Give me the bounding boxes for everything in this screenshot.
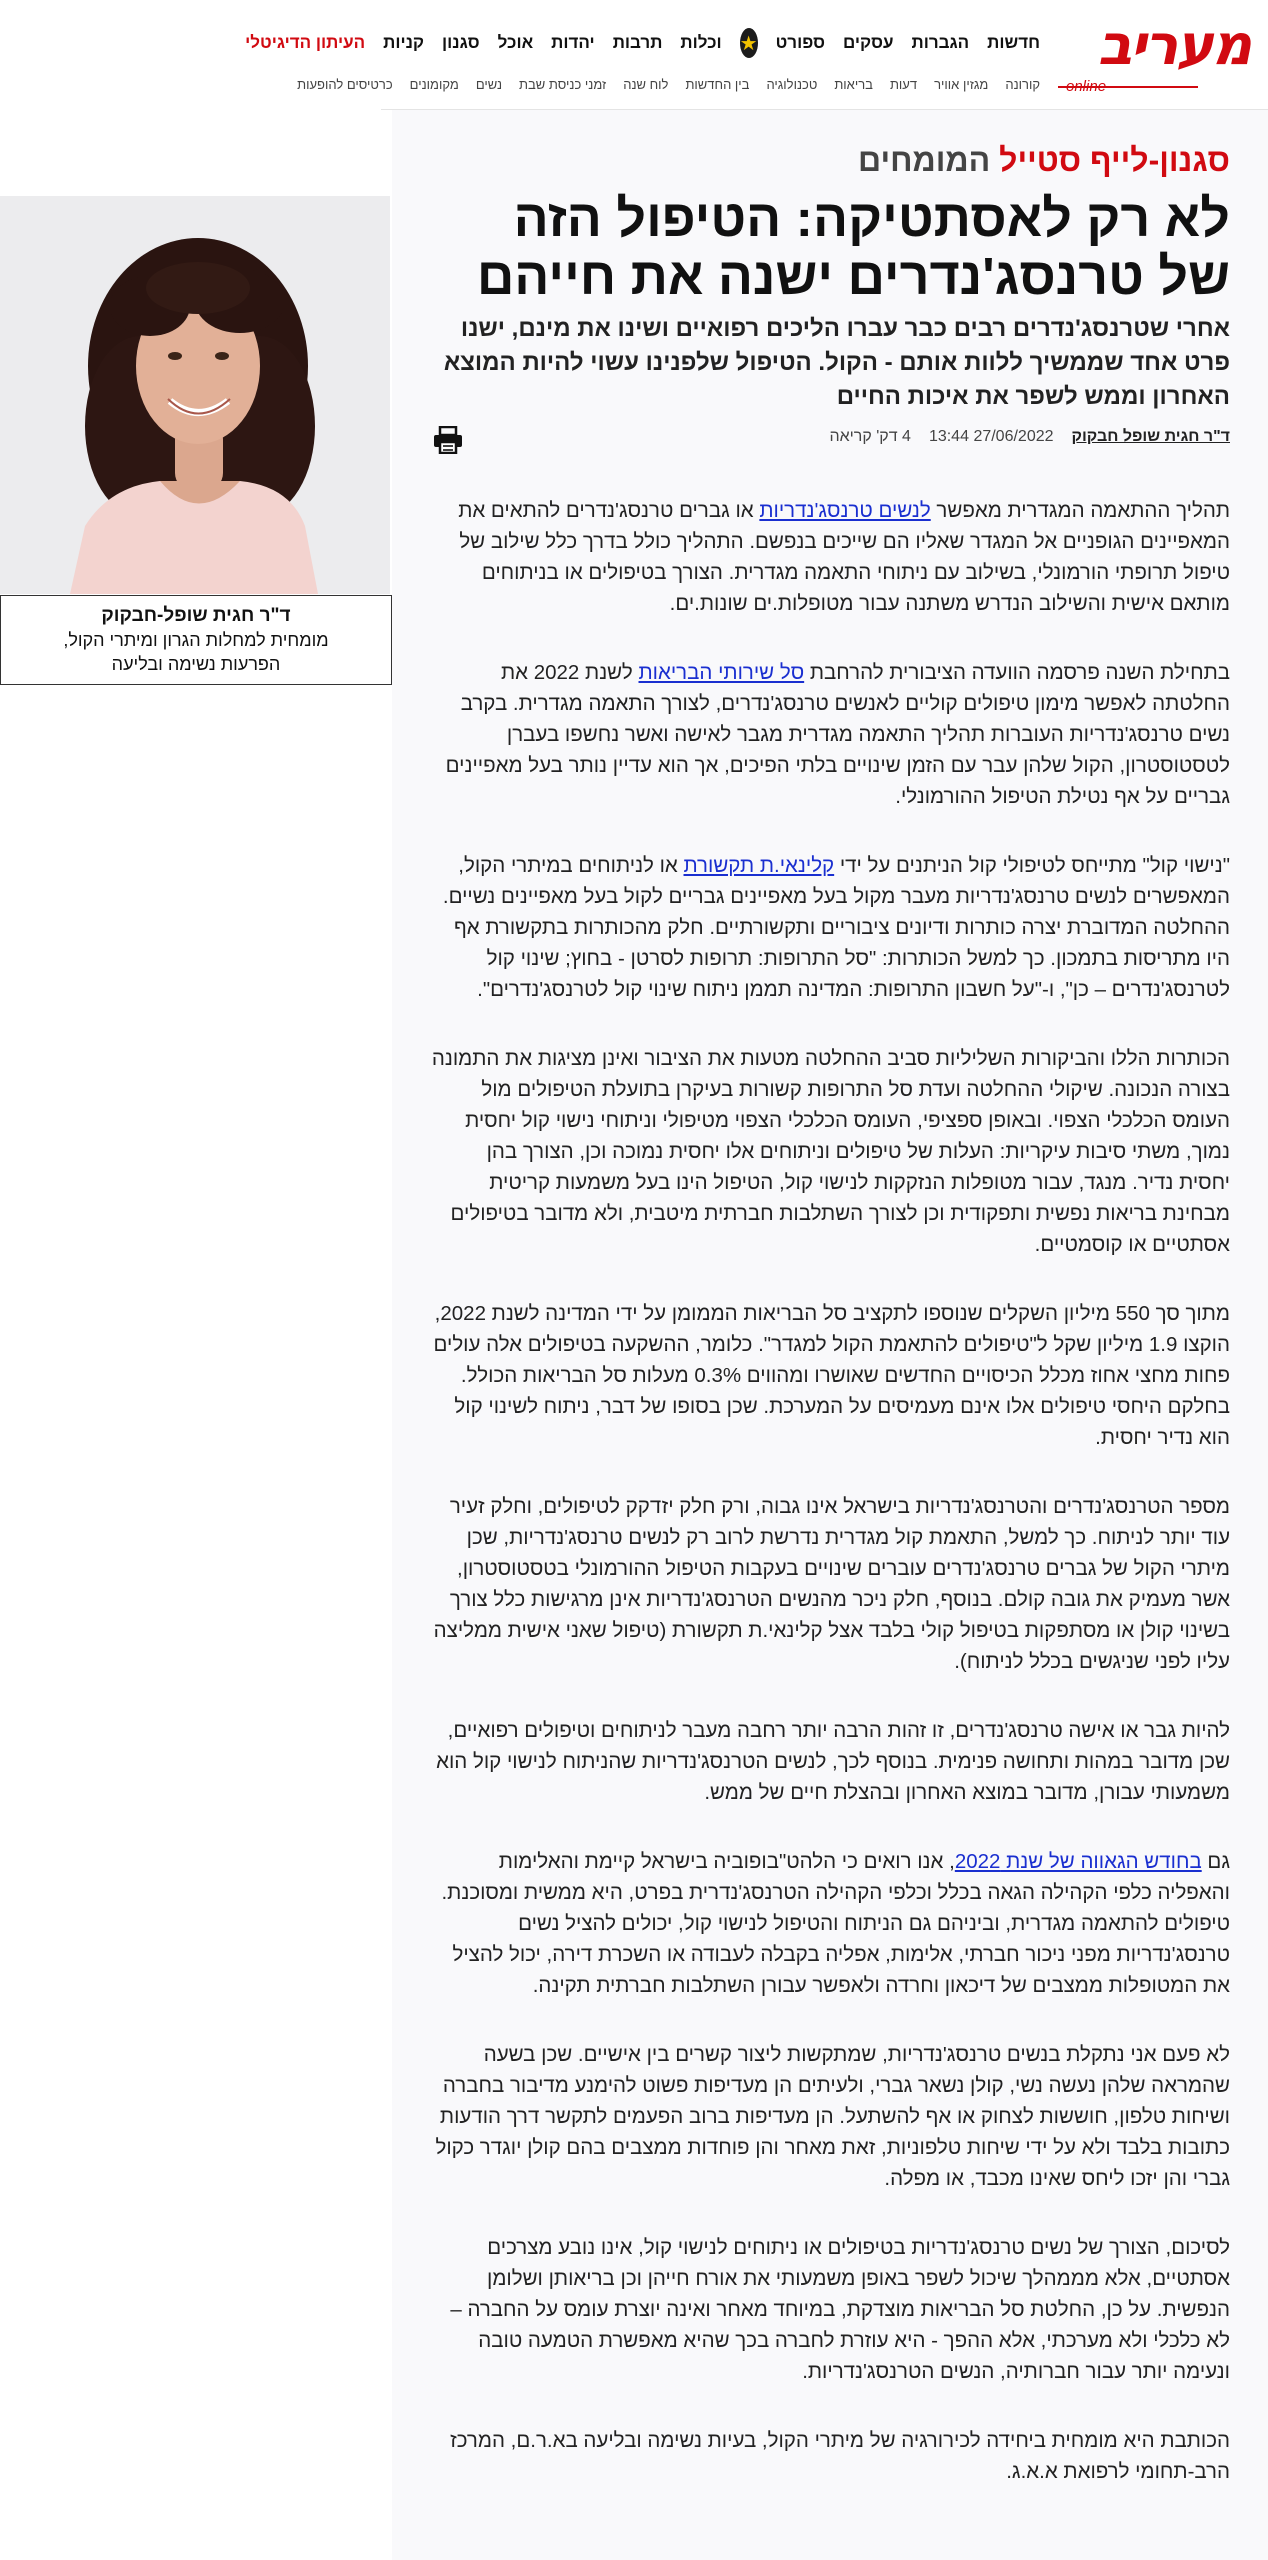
nav-primary-item[interactable]: עסקים — [843, 33, 894, 52]
paragraph-text: לסיכום, הצורך של נשים טרנסג'נדריות בטיפולים או ניתוחים לנישוי קול, אינו נובע מצרכים אסתטיים, אלא מממהלך שיכול לשפר באופן משמעותי את אורח חייהן וכן בריאותן ושלומן הנפשית. על כן, החלטת סל הבריאות מוצדקת, במיוחד מאחר ואינה יוצרת עומס על החברה – לא כלכלי ולא מערכתי, אלא ההפך - היא עוזרת לחברה בכך שהיא מאפשרת הטמעה טובה ונעימה יותר עבור חברותיה, הנשים הטרנסג'נדריות. — [450, 2236, 1230, 2383]
paragraph-text: מספר הטרנסג'נדרים והטרנסג'נדריות בישראל אינו גבוה, ורק חלק יזדקק לטיפולים, וחלק זעיר עוד יותר לניתוח. כך למשל, התאמת קול מגדרית נדרשת לרוב רק לנשים טרנסג'נדריות, שכן מיתרי הקול של גברים טרנסג'נדרים עוברים שינויים בעקבות הטיפול ההורמונלי בטסטוסטרון, אשר מעמיק את גובה קולם. בנוסף, חלק ניכר מהנשים הטרנסג'נדריות אינן מרגישות כלל צורך בשינוי קולן או מסתפקות בטיפול קולי בלבד אצל קלינאי.ת תקשורת (טיפול שאני אישית ממליצה עליו לפני שניגשים בכלל לניתוח). — [433, 1495, 1230, 1673]
paragraph-text: בתחילת השנה פרסמה הוועדה הציבורית להרחבת — [804, 661, 1230, 684]
logo-text: מעריב — [1097, 13, 1250, 78]
article-paragraph — [430, 2039, 1230, 2194]
nav-secondary-item[interactable]: טכנולוגיה — [766, 76, 818, 92]
nav-primary-item[interactable]: תרבות — [612, 33, 663, 52]
print-icon[interactable] — [432, 426, 464, 454]
article-byline — [430, 424, 1230, 450]
article-body — [430, 495, 1230, 2525]
maariv-logo[interactable] — [1058, 13, 1258, 96]
nav-primary-item[interactable]: סגנון — [442, 33, 480, 52]
nav-secondary-item[interactable]: מקומונים — [409, 76, 459, 92]
article-paragraph — [430, 850, 1230, 1005]
article-paragraph — [430, 495, 1230, 619]
nav-primary-item[interactable]: ספורט — [775, 33, 825, 52]
article-subheadline: אחרי שטרנסג'נדרים רבים כבר עברו הליכים רפואיים ושינו את מינם, ישנו פרט אחד שממשיך ללוות אותם - הקול. הטיפול שלפנינו עשוי להיות המוצא האחרון וממש לשפר את איכות החיים — [443, 315, 1230, 410]
inline-link[interactable]: סל שירותי הבריאות — [638, 661, 805, 684]
paragraph-text: גם — [1201, 1850, 1230, 1873]
inline-link[interactable]: קלינאי.ת תקשורת — [683, 854, 835, 877]
nav-primary-item[interactable]: קניות — [383, 33, 425, 52]
paragraph-text: לא פעם אני נתקלת בנשים טרנסג'נדריות, שמתקשות ליצור קשרים בין אישיים. שכן בשעה שהמראה שלהן נעשה נשי, קולן נשאר גברי, ולעיתים הן מעדיפות פשוט להימנע מדיבור בחברה ושיחות טלפון, חוששות לצחוק או אף להשתעל. הן מעדיפות ברוב הפעמים לתקשר דרך הודעות כתובות בלבד ולא על ידי שיחות טלפוניות, זאת מאחר והן פוחדות ממצבים בהם קולן יוגדר כקול גברי והן יזכו ליחס שאינו מכבד, או מפלה. — [435, 2043, 1230, 2190]
article-paragraph — [430, 1043, 1230, 1260]
nav-primary-item[interactable]: הגברות — [911, 33, 970, 52]
article-paragraph — [430, 1846, 1230, 2001]
author-caption — [0, 595, 392, 685]
paragraph-text: להיות גבר או אישה טרנסג'נדרים, זו זהות הרבה יותר רחבה מעבר לניתוחים וטיפולים רפואיים, שכן מדובר במהות ותחושה פנימית. בנוסף לכך, לנשים הטרנסג'נדריות שהניתוח לנישוי קול הוא משמעותי עבורן, מדובר במוצא האחרון ובהצלת חיים של ממש. — [436, 1719, 1230, 1804]
logo-sub: online — [1066, 78, 1107, 95]
byline-date: 27/06/2022 13:44 — [928, 428, 1054, 445]
inline-link[interactable]: לנשים טרנסג'נדריות — [759, 499, 931, 522]
paragraph-text: הכותבת היא מומחית ביחידה לכירורגיה של מיתרי הקול, בעיות נשימה ובליעה בא.ר.ם, המרכז הרב-תחומי לרפואת א.א.ג. — [450, 2429, 1230, 2483]
paragraph-text: או לניתוחים במיתרי הקול, המאפשרים לנשים טרנסג'נדריות מעבר מקול בעל מאפיינים גבריים לקול בעל מאפיינים נשיים. ההחלטה המדוברת יצרה כותרות ודיונים ציבוריים ותקשורתיים. חלק מהכותרות בתקשורת אף היו מתריסות בתמכון. כך למשל הכותרות: "סל התרופות: תרופות לסרטן - בחוץ; שינוי קול לטרנסג'נדרים – כן", ו-"על חשבון התרופות: המדינה תממן ניתוח שינוי קול לטרנסג'נדרים". — [442, 854, 1230, 1001]
byline-author-link[interactable]: ד"ר חגית שופל חבקוק — [1071, 428, 1230, 445]
nav-secondary-item[interactable]: נשים — [475, 76, 503, 92]
article-paragraph — [430, 2232, 1230, 2387]
nav-primary-item[interactable]: חדשות — [987, 33, 1040, 52]
paragraph-text: "נישוי קול" מתייחס לטיפולי קול הניתנים על ידי — [834, 854, 1230, 877]
nav-secondary-item[interactable]: זמני כניסת שבת — [519, 76, 607, 92]
article-paragraph — [430, 2425, 1230, 2487]
star-icon[interactable]: ★ — [740, 28, 758, 58]
secondary-nav — [297, 72, 1040, 96]
article-kicker — [430, 138, 1230, 182]
byline-read-time: 4 דק' קריאה — [829, 428, 911, 445]
nav-secondary-item[interactable]: קורונה — [1005, 76, 1040, 92]
article — [392, 110, 1268, 2560]
paragraph-text: מתוך סך 550 מיליון השקלים שנוספו לתקציב סל הבריאות הממומן על ידי המדינה לשנת 2022, הוקצו 1.9 מיליון שקל ל"טיפולים להתאמת הקול למגדר". כלומר, ההשקעה בטיפולים אלה עולים פחות מחצי אחוז מכלל הכיסויים החדשים שאושרו ומהווים 0.3% מעלות סל הבריאות הכולל. בחלקם היחסי טיפולים אלו אינם מעמיסים על המערכת. שכן בסופו של דבר, ניתוח לשינוי קול הוא נדיר יחסית. — [433, 1302, 1230, 1449]
article-paragraph — [430, 1298, 1230, 1453]
paragraph-text: או גברים טרנסג'נדרים להתאים את המאפיינים הגופניים אל המגדר שאליו הם שייכים בנפשם. התהליך כולל בדרך כלל שילוב של טיפול תרופתי הורמונלי, בשילוב עם ניתוחי התאמה מגדרית. הצורך בטיפולים או בניתוחים מותאם אישית והשילוב הנדרש משתנה עבור מטופלות.ים שונות.ים. — [458, 499, 1230, 615]
nav-secondary-item[interactable]: דעות — [889, 76, 918, 92]
article-paragraph — [430, 1715, 1230, 1808]
nav-secondary-item[interactable]: מגזין אוויר — [934, 76, 989, 92]
nav-primary-item[interactable]: יהדות — [551, 33, 595, 52]
primary-nav — [245, 28, 1040, 58]
nav-primary-item[interactable]: העיתון הדיגיטלי — [245, 33, 366, 52]
paragraph-text: הכותרות הללו והביקורות השליליות סביב ההחלטה מטעות את הציבור ואינן מציגות את התמונה בצורה הנכונה. שיקולי ההחלטה ועדת סל התרופות קשורות בעיקרן בתועלת הטיפולים מול העומס הכלכלי הצפוי. ובאופן ספציפי, העומס הכלכלי הצפוי מטיפולי וניתוחי נישוי קול יחסית נמוך, משתי סיבות עיקריות: העלות של טיפולים וניתוחים אלו יחסית נמוכה וכן, הצורך בהן יחסית נדיר. מנגד, עבור מטופלות הנזקקות לנישוי קול, הטיפול הינו בעל משמעות קריטית מבחינת בריאות נפשית ותפקודית וכן לצורך השתלבות חברתית מיטבית, ולא מדובר בטיפולים אסתטיים או קוסמטיים. — [431, 1047, 1230, 1256]
paragraph-text: לשנת 2022 את החלטתה לאפשר מימון טיפולים קוליים לאנשים טרנסג'נדרים, לצורך התאמה מגדרית. בקרב נשים טרנסג'נדריות העוברות תהליך התאמה מגדרית מגבר לאישה ואשר נחשפו בעברן לטסטוסטרון, הקול שלהן עבר עם הזמן שינויים בלתי הפיכים, אך הוא עדיין נותר בעל מאפיינים גבריים על אף נטילת הטיפול ההורמונלי. — [445, 661, 1230, 808]
paragraph-text: תהליך ההתאמה המגדרית מאפשר — [930, 499, 1230, 522]
nav-secondary-item[interactable]: בין החדשות — [685, 76, 750, 92]
nav-primary-item[interactable]: וכלות — [680, 33, 722, 52]
nav-secondary-item[interactable]: לוח שנה — [623, 76, 669, 92]
article-paragraph — [430, 1491, 1230, 1677]
author-photo — [0, 196, 390, 594]
author-name: ד"ר חגית שופל-חבקוק — [101, 605, 291, 626]
inline-link[interactable]: בחודש הגאווה של שנת 2022 — [954, 1850, 1202, 1873]
article-headline: לא רק לאסתטיקה: הטיפול הזה של טרנסג'נדרים ישנה את חייהם — [476, 190, 1230, 306]
kicker-section-link[interactable]: סגנון-לייף סטייל — [999, 142, 1230, 178]
site-header — [245, 0, 1268, 110]
nav-primary-item[interactable]: אוכל — [497, 33, 534, 52]
kicker-tag[interactable]: המומחים — [858, 142, 991, 178]
paragraph-text: , אנו רואים כי הלהט"בופוביה בישראל קיימת והאלימות והאפליה כלפי הקהילה הגאה בכלל וכלפי הקהילה הטרנסג'נדרית בפרט, היא ממשית ומסוכנת. טיפולים להתאמה מגדרית, וביניהם גם הניתוח והטיפול לנישוי קול, יכולים להציל נשים טרנסג'נדריות מפני ניכור חברתי, אלימות, אפליה בקבלה לעבודה או השכרת דירה, יכול להציל את המטופלות ממצבים של דיכאון וחרדה ולאפשר עבורן השתלבות חברתית תקינה. — [441, 1850, 1230, 1997]
author-portrait-image — [0, 196, 390, 594]
nav-secondary-item[interactable]: בריאות — [834, 76, 873, 92]
nav-secondary-item[interactable]: כרטיסים להופעות — [297, 76, 393, 92]
article-paragraph — [430, 657, 1230, 812]
author-role: מומחית למחלות הגרון ומיתרי הקול, הפרעות נשימה ובליעה — [63, 630, 329, 674]
